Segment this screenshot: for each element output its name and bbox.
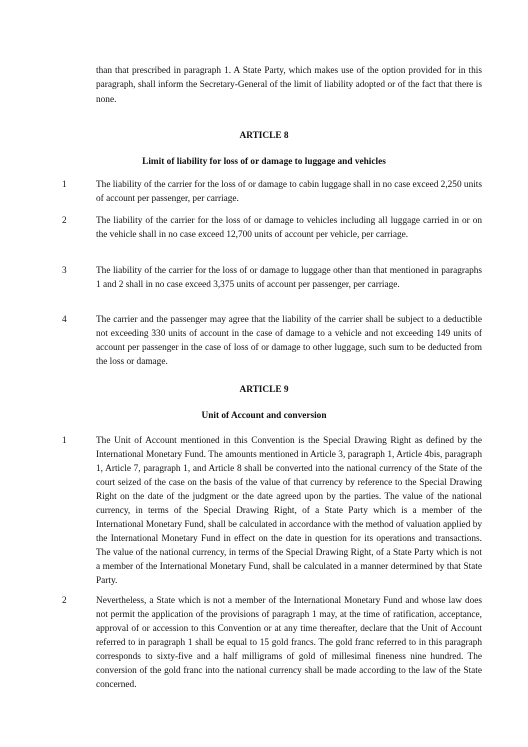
intro-paragraph: than that prescribed in paragraph 1. A State Party, which makes use of the option provided for in this paragraph, shall inform the Secretary-General of the limit of liability adopted or of the fact that there is none. [96,66,482,105]
article-8-para-1-number: 1 [62,180,67,190]
article-9-para-2-text: Nevertheless, a State which is not a member of the International Monetary Fund and whose law does not permit the application of the provisions of paragraph 1 may, at the time of ratification, acceptance, approval of or accession to this Convention or at any time thereafter, declare that the Unit of Account referred to in paragraph 1 shall be equal to 15 gold francs. The gold franc referred to in this paragraph corresponds to sixty-five and a half milligrams of gold of millesimal fineness nine hundred. The conversion of the gold franc into the national currency shall be made according to the law of the State concerned. [96,596,482,691]
article-8-para-1-text: The liability of the carrier for the loss of or damage to cabin luggage shall in no case exceed 2,250 units of account per passenger, per carriage. [96,180,482,204]
article-9-para-2-number: 2 [62,596,67,606]
article-8-para-3-number: 3 [62,266,67,276]
article-9-para-1-number: 1 [62,436,67,446]
article-8-para-4-text: The carrier and the passenger may agree that the liability of the carrier shall be subject to a deductible not exceeding 330 units of account in the case of damage to a vehicle and not exceeding 149 units of account per passenger in the case of loss of or damage to other luggage, such sum to be deducted from the loss or damage. [96,315,482,367]
article-8-para-2-number: 2 [62,216,67,226]
article-9-subheading: Unit of Account and conversion [201,411,327,421]
article-8-subheading: Limit of liability for loss of or damage to luggage and vehicles [142,157,386,167]
article-9-para-1-text: The Unit of Account mentioned in this Convention is the Special Drawing Right as defined by the International Monetary Fund. The amounts mentioned in Article 3, paragraph 1, Article 4bis, paragraph 1, Article 7, paragraph 1, and Article 8 shall be converted into the national currency of the State of the court seized of the case on the basis of the value of that currency by reference to the Special Drawing Right on the date of the judgment or the date agreed upon by the parties. The value of the national currency, in terms of the Special Drawing Right, of a State Party which is a member of the International Monetary Fund, shall be calculated in accordance with the method of valuation applied by the International Monetary Fund in effect on the date in question for its operations and transactions. The value of the national currency, in terms of the Special Drawing Right, of a State Party which is not a member of the International Monetary Fund, shall be calculated in a manner determined by that State Party. [96,436,482,587]
article-8-para-2-text: The liability of the carrier for the loss of or damage to vehicles including all luggage carried in or on the vehicle shall in no case exceed 12,700 units of account per vehicle, per carriage. [96,216,482,240]
article-8-para-4-number: 4 [62,315,67,325]
article-8-para-3-text: The liability of the carrier for the loss of or damage to luggage other than that mentioned in paragraphs 1 and 2 shall in no case exceed 3,375 units of account per passenger, per carriage. [96,266,482,290]
article-9-heading: ARTICLE 9 [239,385,289,395]
article-8-heading: ARTICLE 8 [239,131,289,141]
